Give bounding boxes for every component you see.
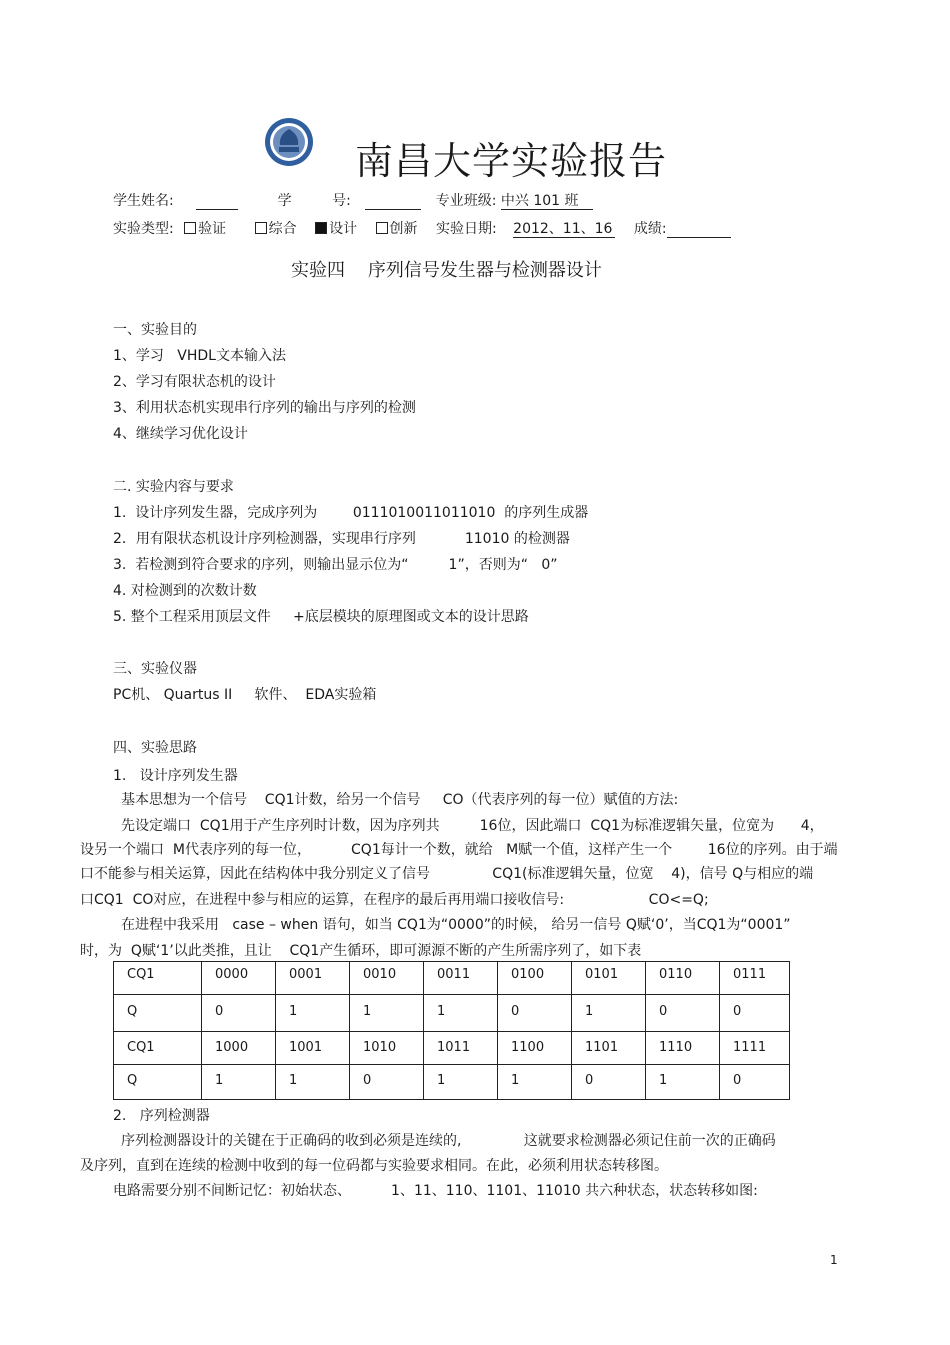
score-label: 成绩: — [633, 221, 667, 237]
sec4-paragraph-line: 在进程中我采用 case – when 语句，如当 CQ1为“0000”的时候， 给另一信号 Q赋‘0’，当CQ1为“0001” — [121, 917, 791, 933]
table-cell: 1110 — [646, 1032, 720, 1065]
sec1-item: 3、利用状态机实现串行序列的输出与序列的检测 — [113, 400, 416, 416]
table-cell: 1 — [350, 995, 424, 1032]
sec4-paragraph-line: 序列检测器设计的关键在于正确码的收到必须是连续的, 这就要求检测器必须记住前一次的正确码 — [121, 1133, 776, 1149]
sec4-paragraph-line: 电路需要分别不间断记忆：初始状态、 1、11、110、1101、11010 共六种状态，状态转移如图: — [113, 1183, 758, 1199]
table-cell: 1101 — [572, 1032, 646, 1065]
table-cell: CQ1 — [114, 962, 202, 995]
verify-checkbox — [184, 222, 196, 234]
university-seal-logo — [264, 117, 314, 167]
sec2-item: 3. 若检测到符合要求的序列，则输出显示位为“ 1”，否则为“ 0” — [113, 557, 558, 573]
table-cell: 0111 — [720, 962, 790, 995]
table-cell: 1 — [276, 1065, 350, 1100]
table-cell: 1001 — [276, 1032, 350, 1065]
table-cell: 0011 — [424, 962, 498, 995]
table-cell: 0 — [350, 1065, 424, 1100]
design-checkbox-checked — [315, 222, 327, 234]
page-number: 1 — [830, 1253, 838, 1267]
sec4-sub1: 1. 设计序列发生器 — [113, 768, 238, 784]
comprehensive-label: 综合 — [268, 221, 297, 237]
design-label: 设计 — [329, 221, 358, 237]
id-label-a: 学 — [277, 193, 292, 209]
id-label-b: 号: — [332, 193, 351, 209]
table-cell: 0001 — [276, 962, 350, 995]
sec1-heading: 一、实验目的 — [113, 322, 197, 338]
student-info-row — [113, 190, 593, 210]
sec4-paragraph-line: 基本思想为一个信号 CQ1计数，给另一个信号 CO（代表序列的每一位）赋值的方法: — [121, 792, 679, 808]
sec4-paragraph-line: 口CQ1 CO对应，在进程中参与相应的运算，在程序的最后再用端口接收信号: CO<=Q; — [80, 892, 709, 908]
report-title: 南昌大学实验报告 — [355, 139, 668, 183]
table-cell: Q — [114, 1065, 202, 1100]
table-cell: 1011 — [424, 1032, 498, 1065]
table-cell: 1 — [202, 1065, 276, 1100]
date-value: 2012、11、16 — [513, 221, 615, 238]
experiment-subtitle: 实验四 序列信号发生器与检测器设计 — [291, 260, 602, 281]
class-label: 专业班级: — [435, 193, 497, 209]
table-row — [114, 962, 790, 995]
innovate-checkbox — [376, 222, 388, 234]
table-cell: 0010 — [350, 962, 424, 995]
table-cell: 0000 — [202, 962, 276, 995]
sec4-paragraph-line: 先设定端口 CQ1用于产生序列时计数，因为序列共 16位，因此端口 CQ1为标准逻辑矢量，位宽为 4， — [121, 818, 824, 834]
sec3-text: PC机、 Quartus II 软件、 EDA实验箱 — [113, 687, 377, 703]
sec4-paragraph-line: 设另一个端口 M代表序列的每一位， CQ1每计一个数，就给 M赋一个值，这样产生一个 16位的序列。由于端 — [80, 842, 838, 858]
id-blank — [365, 195, 421, 210]
date-label: 实验日期: — [435, 221, 497, 237]
sec2-item: 5. 整个工程采用顶层文件 +底层模块的原理图或文本的设计思路 — [113, 609, 529, 625]
sec4-sub2: 2. 序列检测器 — [113, 1108, 210, 1124]
sec2-item: 2．用有限状态机设计序列检测器，实现串行序列 11010 的检测器 — [113, 531, 570, 547]
table-cell: 1 — [424, 995, 498, 1032]
score-blank — [667, 223, 731, 238]
table-cell: 0 — [202, 995, 276, 1032]
sec2-item: 1. 设计序列发生器，完成序列为 0111010011011010 的序列生成器 — [113, 505, 589, 521]
table-cell: 1111 — [720, 1032, 790, 1065]
table-cell: 0 — [720, 995, 790, 1032]
sec2-item: 4. 对检测到的次数计数 — [113, 583, 257, 599]
comprehensive-checkbox — [255, 222, 267, 234]
table-cell: 1 — [424, 1065, 498, 1100]
sequence-table — [113, 961, 790, 1100]
table-row — [114, 995, 790, 1032]
table-cell: 0100 — [498, 962, 572, 995]
sec4-heading: 四、实验思路 — [113, 740, 197, 756]
name-blank — [196, 195, 238, 210]
table-cell: 0 — [720, 1065, 790, 1100]
table-cell: Q — [114, 995, 202, 1032]
innovate-label: 创新 — [389, 221, 418, 237]
table-cell: 1100 — [498, 1032, 572, 1065]
sec1-item: 2、学习有限状态机的设计 — [113, 374, 276, 390]
table-cell: 0110 — [646, 962, 720, 995]
table-cell: 1000 — [202, 1032, 276, 1065]
table-cell: 1010 — [350, 1032, 424, 1065]
sec1-item: 4、继续学习优化设计 — [113, 426, 248, 442]
table-cell: 0101 — [572, 962, 646, 995]
table-cell: 0 — [646, 995, 720, 1032]
sec3-heading: 三、实验仪器 — [113, 661, 197, 677]
table-cell: 1 — [572, 995, 646, 1032]
table-cell: 0 — [498, 995, 572, 1032]
sec4-paragraph-line: 时，为 Q赋‘1’以此类推，且让 CQ1产生循环，即可源源不断的产生所需序列了，如下表 — [80, 943, 642, 959]
class-value: 中兴 101 班 — [501, 193, 593, 210]
table-row — [114, 1065, 790, 1100]
experiment-type-row — [113, 218, 731, 238]
sec1-item: 1、学习 VHDL文本输入法 — [113, 348, 286, 364]
name-label: 学生姓名: — [113, 193, 174, 209]
table-row — [114, 1032, 790, 1065]
sec4-paragraph-line: 口不能参与相关运算，因此在结构体中我分别定义了信号 CQ1(标准逻辑矢量，位宽 4)，信号 Q与相应的端 — [80, 866, 814, 882]
table-cell: 1 — [276, 995, 350, 1032]
table-cell: 1 — [498, 1065, 572, 1100]
sec2-heading: 二. 实验内容与要求 — [113, 479, 234, 495]
type-label: 实验类型: — [113, 221, 174, 237]
table-cell: CQ1 — [114, 1032, 202, 1065]
sec4-paragraph-line: 及序列，直到在连续的检测中收到的每一位码都与实验要求相同。在此，必须利用状态转移图。 — [80, 1158, 668, 1174]
verify-label: 验证 — [198, 221, 227, 237]
table-cell: 1 — [646, 1065, 720, 1100]
table-cell: 0 — [572, 1065, 646, 1100]
